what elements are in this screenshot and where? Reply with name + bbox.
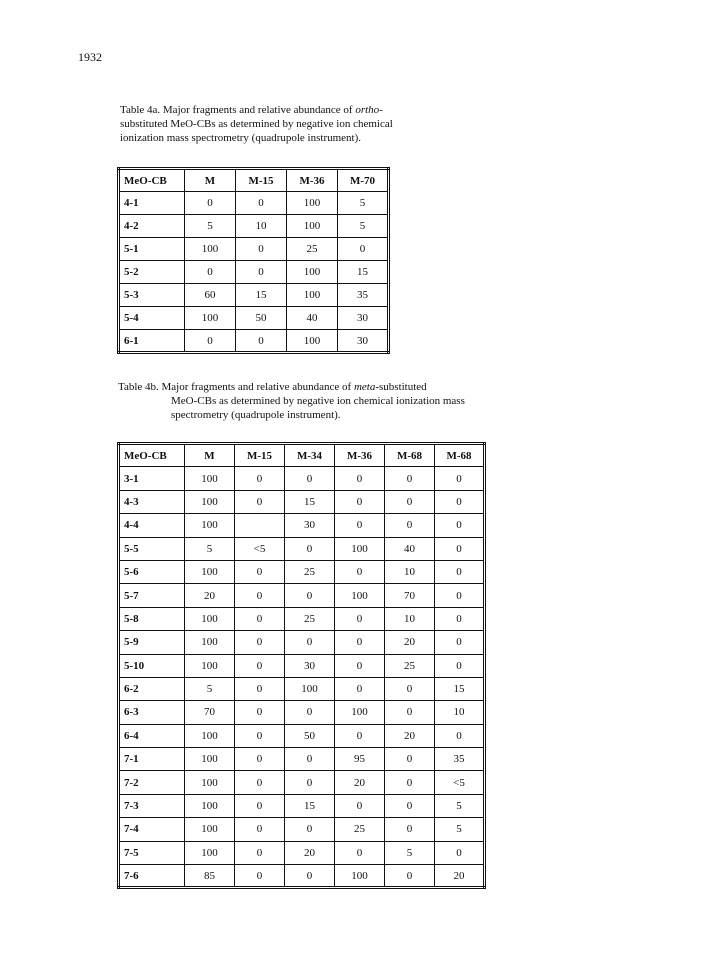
compound-id-cell: 3-1: [119, 467, 185, 490]
table-row: [119, 607, 485, 630]
abundance-cell: 0: [235, 818, 285, 841]
compound-id-cell: 5-1: [119, 238, 185, 261]
compound-id-cell: 5-6: [119, 560, 185, 583]
compound-id-cell: 7-6: [119, 865, 185, 888]
abundance-cell: 0: [385, 467, 435, 490]
abundance-cell: 10: [385, 560, 435, 583]
column-header: M-36: [335, 444, 385, 467]
abundance-cell: 30: [338, 307, 389, 330]
abundance-cell: 100: [185, 748, 235, 771]
abundance-cell: 10: [435, 701, 485, 724]
caption-italic-text: meta: [353, 381, 376, 393]
table-body: [119, 192, 389, 353]
abundance-cell: 0: [285, 748, 335, 771]
abundance-cell: 10: [385, 607, 435, 630]
abundance-cell: 85: [185, 865, 235, 888]
abundance-cell: 25: [285, 607, 335, 630]
abundance-cell: 0: [235, 654, 285, 677]
abundance-cell: 0: [235, 631, 285, 654]
table-row: [119, 490, 485, 513]
table-row: [119, 330, 389, 353]
abundance-cell: 0: [285, 584, 335, 607]
abundance-cell: 0: [385, 771, 435, 794]
abundance-cell: 0: [235, 677, 285, 700]
abundance-cell: 70: [185, 701, 235, 724]
table-row: [119, 841, 485, 864]
abundance-cell: 25: [285, 560, 335, 583]
abundance-cell: 20: [385, 631, 435, 654]
abundance-cell: 100: [287, 192, 338, 215]
abundance-cell: 5: [435, 818, 485, 841]
abundance-cell: 0: [235, 607, 285, 630]
table-header: [119, 169, 389, 192]
abundance-cell: 0: [285, 701, 335, 724]
compound-id-cell: 6-1: [119, 330, 185, 353]
abundance-cell: 100: [185, 607, 235, 630]
abundance-cell: [235, 514, 285, 537]
compound-id-cell: 4-2: [119, 215, 185, 238]
abundance-cell: 5: [338, 192, 389, 215]
abundance-cell: 100: [185, 818, 235, 841]
compound-id-cell: 7-3: [119, 794, 185, 817]
abundance-cell: 100: [185, 467, 235, 490]
abundance-cell: 0: [285, 771, 335, 794]
column-header: M-15: [236, 169, 287, 192]
compound-id-cell: 6-3: [119, 701, 185, 724]
abundance-cell: 0: [185, 192, 236, 215]
abundance-cell: 0: [335, 841, 385, 864]
abundance-cell: 100: [287, 261, 338, 284]
compound-id-cell: 5-10: [119, 654, 185, 677]
abundance-cell: 60: [185, 284, 236, 307]
table-row: [119, 631, 485, 654]
column-header: MeO-CB: [119, 169, 185, 192]
abundance-cell: 0: [435, 514, 485, 537]
abundance-cell: 0: [385, 748, 435, 771]
abundance-cell: 0: [236, 261, 287, 284]
abundance-cell: 5: [435, 794, 485, 817]
abundance-cell: 40: [385, 537, 435, 560]
compound-id-cell: 5-7: [119, 584, 185, 607]
table-row: [119, 865, 485, 888]
abundance-cell: 10: [236, 215, 287, 238]
abundance-cell: 0: [235, 748, 285, 771]
abundance-cell: 0: [235, 584, 285, 607]
abundance-cell: 30: [285, 514, 335, 537]
abundance-cell: 20: [435, 865, 485, 888]
column-header: MeO-CB: [119, 444, 185, 467]
table-4b: [117, 442, 486, 889]
abundance-cell: 0: [235, 841, 285, 864]
abundance-cell: 0: [285, 467, 335, 490]
abundance-cell: 0: [435, 607, 485, 630]
page-number: 1932: [78, 50, 102, 64]
abundance-cell: 0: [335, 607, 385, 630]
abundance-cell: 0: [385, 514, 435, 537]
compound-id-cell: 5-5: [119, 537, 185, 560]
compound-id-cell: 7-1: [119, 748, 185, 771]
abundance-cell: 15: [285, 794, 335, 817]
compound-id-cell: 6-4: [119, 724, 185, 747]
abundance-cell: 0: [385, 794, 435, 817]
abundance-cell: 0: [335, 724, 385, 747]
abundance-cell: 100: [185, 307, 236, 330]
abundance-cell: 0: [435, 724, 485, 747]
abundance-cell: 20: [335, 771, 385, 794]
abundance-cell: 35: [338, 284, 389, 307]
table-row: [119, 818, 485, 841]
abundance-cell: 0: [235, 794, 285, 817]
abundance-cell: 0: [435, 584, 485, 607]
column-header: M-70: [338, 169, 389, 192]
abundance-cell: 50: [236, 307, 287, 330]
abundance-cell: 30: [285, 654, 335, 677]
abundance-cell: 95: [335, 748, 385, 771]
abundance-cell: 25: [385, 654, 435, 677]
abundance-cell: 50: [285, 724, 335, 747]
abundance-cell: 5: [385, 841, 435, 864]
abundance-cell: 100: [335, 584, 385, 607]
table-row: [119, 677, 485, 700]
abundance-cell: 35: [435, 748, 485, 771]
header-row: [119, 169, 389, 192]
abundance-cell: 100: [287, 215, 338, 238]
abundance-cell: 0: [385, 490, 435, 513]
table-row: [119, 748, 485, 771]
caption-italic-text: ortho-: [355, 104, 383, 116]
abundance-cell: 0: [335, 490, 385, 513]
abundance-cell: 100: [287, 330, 338, 353]
compound-id-cell: 7-4: [119, 818, 185, 841]
abundance-cell: 100: [287, 284, 338, 307]
table-row: [119, 215, 389, 238]
abundance-cell: 70: [385, 584, 435, 607]
table-row: [119, 514, 485, 537]
abundance-cell: 100: [185, 771, 235, 794]
abundance-cell: 0: [285, 537, 335, 560]
compound-id-cell: 4-1: [119, 192, 185, 215]
abundance-cell: 40: [287, 307, 338, 330]
compound-id-cell: 5-4: [119, 307, 185, 330]
abundance-cell: 0: [235, 771, 285, 794]
abundance-cell: 0: [385, 701, 435, 724]
caption-text: Table 4a. Major fragments and relative abundance of: [120, 104, 356, 116]
column-header: M-36: [287, 169, 338, 192]
abundance-cell: 0: [235, 490, 285, 513]
abundance-cell: 0: [235, 701, 285, 724]
abundance-cell: 0: [435, 654, 485, 677]
abundance-cell: 100: [185, 238, 236, 261]
abundance-cell: 0: [338, 238, 389, 261]
abundance-cell: 0: [236, 238, 287, 261]
compound-id-cell: 5-9: [119, 631, 185, 654]
abundance-cell: 20: [185, 584, 235, 607]
abundance-cell: 15: [236, 284, 287, 307]
abundance-cell: 100: [185, 724, 235, 747]
abundance-cell: 0: [235, 724, 285, 747]
table-header: [119, 444, 485, 467]
table-row: [119, 467, 485, 490]
caption-text: Table 4b. Major fragments and relative abundance of: [118, 381, 354, 393]
abundance-cell: 0: [236, 330, 287, 353]
table-row: [119, 584, 485, 607]
abundance-cell: 0: [235, 865, 285, 888]
abundance-cell: 0: [335, 631, 385, 654]
header-row: [119, 444, 485, 467]
table-row: [119, 537, 485, 560]
abundance-cell: 0: [185, 330, 236, 353]
abundance-cell: 100: [185, 631, 235, 654]
column-header: M-68: [435, 444, 485, 467]
abundance-cell: 0: [285, 631, 335, 654]
abundance-cell: 5: [185, 215, 236, 238]
compound-id-cell: 4-4: [119, 514, 185, 537]
table-4a: [117, 167, 390, 354]
abundance-cell: 100: [185, 794, 235, 817]
abundance-cell: 15: [435, 677, 485, 700]
compound-id-cell: 6-2: [119, 677, 185, 700]
abundance-cell: 100: [185, 514, 235, 537]
abundance-cell: 100: [185, 841, 235, 864]
abundance-cell: 0: [335, 514, 385, 537]
column-header: M: [185, 169, 236, 192]
abundance-cell: 0: [435, 490, 485, 513]
compound-id-cell: 5-3: [119, 284, 185, 307]
abundance-cell: 0: [235, 560, 285, 583]
compound-id-cell: 4-3: [119, 490, 185, 513]
table-row: [119, 560, 485, 583]
column-header: M: [185, 444, 235, 467]
abundance-cell: 100: [335, 865, 385, 888]
table-row: [119, 724, 485, 747]
abundance-cell: 0: [335, 677, 385, 700]
abundance-cell: 0: [236, 192, 287, 215]
caption-text: -substituted: [375, 381, 427, 393]
table-row: [119, 654, 485, 677]
table-4b-caption: [118, 380, 498, 422]
table-row: [119, 701, 485, 724]
compound-id-cell: 7-2: [119, 771, 185, 794]
abundance-cell: <5: [435, 771, 485, 794]
column-header: M-15: [235, 444, 285, 467]
abundance-cell: 0: [385, 865, 435, 888]
table-row: [119, 284, 389, 307]
abundance-cell: 15: [285, 490, 335, 513]
abundance-cell: 5: [338, 215, 389, 238]
table-row: [119, 307, 389, 330]
caption-text: substituted MeO-CBs as determined by negative ion chemical ionization mass spectrometry (quadrupole instrument).: [120, 118, 393, 144]
table-row: [119, 238, 389, 261]
table-row: [119, 192, 389, 215]
table-row: [119, 794, 485, 817]
abundance-cell: 0: [435, 560, 485, 583]
abundance-cell: 20: [385, 724, 435, 747]
compound-id-cell: 7-5: [119, 841, 185, 864]
abundance-cell: 0: [435, 467, 485, 490]
table-4a-caption: [120, 103, 410, 145]
abundance-cell: 0: [335, 794, 385, 817]
abundance-cell: 100: [285, 677, 335, 700]
abundance-cell: 0: [285, 818, 335, 841]
table-row: [119, 771, 485, 794]
abundance-cell: 100: [185, 490, 235, 513]
table-row: [119, 261, 389, 284]
abundance-cell: 25: [335, 818, 385, 841]
column-header: M-68: [385, 444, 435, 467]
abundance-cell: 100: [335, 537, 385, 560]
abundance-cell: 100: [335, 701, 385, 724]
abundance-cell: 0: [235, 467, 285, 490]
abundance-cell: 15: [338, 261, 389, 284]
caption-text: MeO-CBs as determined by negative ion chemical ionization mass spectrometry (quadrupole instrument).: [171, 395, 465, 421]
abundance-cell: 0: [385, 677, 435, 700]
table-body: [119, 467, 485, 888]
abundance-cell: 20: [285, 841, 335, 864]
abundance-cell: 0: [335, 560, 385, 583]
abundance-cell: 30: [338, 330, 389, 353]
compound-id-cell: 5-2: [119, 261, 185, 284]
abundance-cell: 0: [435, 841, 485, 864]
abundance-cell: 0: [285, 865, 335, 888]
abundance-cell: 100: [185, 560, 235, 583]
abundance-cell: 0: [435, 537, 485, 560]
column-header: M-34: [285, 444, 335, 467]
abundance-cell: 5: [185, 677, 235, 700]
abundance-cell: 0: [335, 654, 385, 677]
abundance-cell: <5: [235, 537, 285, 560]
abundance-cell: 0: [385, 818, 435, 841]
abundance-cell: 5: [185, 537, 235, 560]
compound-id-cell: 5-8: [119, 607, 185, 630]
abundance-cell: 25: [287, 238, 338, 261]
abundance-cell: 0: [335, 467, 385, 490]
abundance-cell: 0: [185, 261, 236, 284]
abundance-cell: 100: [185, 654, 235, 677]
abundance-cell: 0: [435, 631, 485, 654]
